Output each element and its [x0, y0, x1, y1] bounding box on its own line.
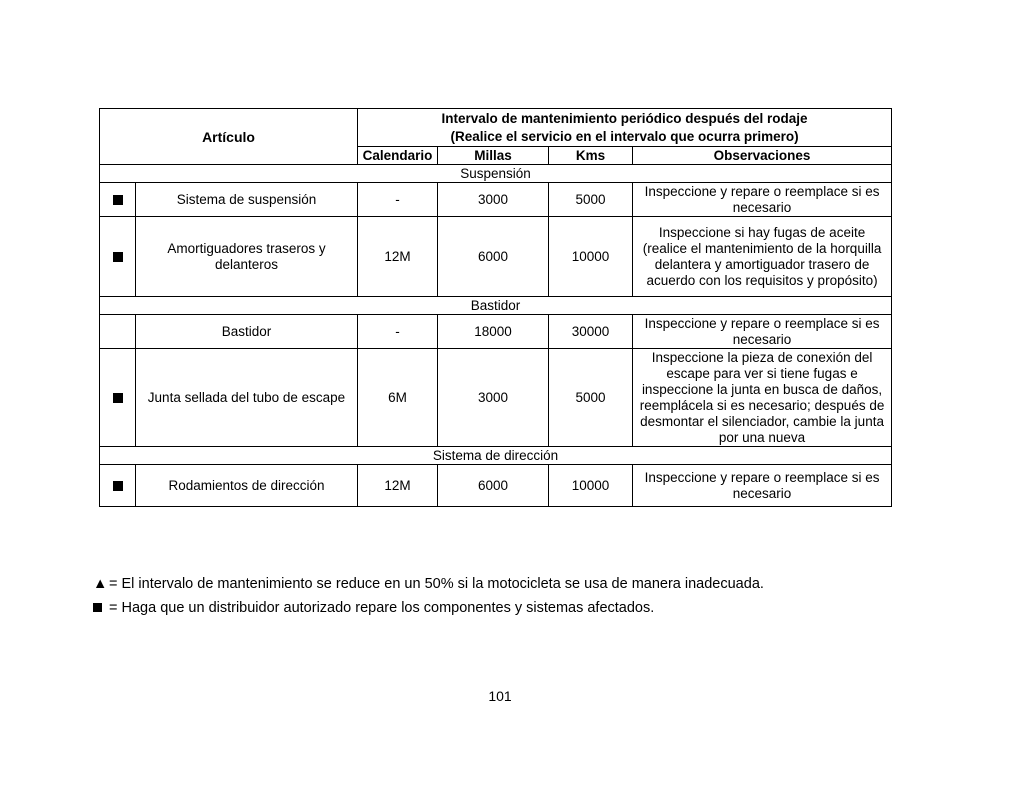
header-calendar: Calendario [358, 147, 438, 165]
miles-value: 3000 [438, 349, 549, 447]
dealer-mark-cell [100, 183, 136, 217]
maintenance-table [99, 108, 892, 507]
section-title: Sistema de dirección [100, 447, 892, 465]
calendar-value: 12M [358, 465, 438, 507]
header-title-line-2: (Realice el servicio en el intervalo que ocurra primero) [450, 128, 799, 144]
miles-value: 6000 [438, 465, 549, 507]
dealer-square-icon [113, 393, 123, 403]
table-row [100, 349, 892, 447]
dealer-mark-cell [100, 315, 136, 349]
table-row [100, 183, 892, 217]
dealer-square-icon [113, 252, 123, 262]
header-observations: Observaciones [633, 147, 892, 165]
header-item-column: Artículo [100, 109, 358, 165]
legend-triangle-text: = El intervalo de mantenimiento se reduce en un 50% si la motocicleta se usa de manera inadecuada. [109, 576, 764, 592]
kms-value: 30000 [549, 315, 633, 349]
table-row [100, 465, 892, 507]
section-row [100, 165, 892, 183]
kms-value: 5000 [549, 349, 633, 447]
item-name: Sistema de suspensión [136, 183, 358, 217]
observation-text: Inspeccione y repare o reemplace si es necesario [633, 465, 892, 507]
section-title: Suspensión [100, 165, 892, 183]
section-title: Bastidor [100, 297, 892, 315]
item-name: Bastidor [136, 315, 358, 349]
observation-text: Inspeccione la pieza de conexión del escape para ver si tiene fugas e inspeccione la junta en busca de daños, reemplácela si es necesario; después de desmontar el silenciador, cambie la junta por una nueva [633, 349, 892, 447]
observation-text: Inspeccione si hay fugas de aceite (realice el mantenimiento de la horquilla delantera y amortiguador trasero de acuerdo con los requisitos y propósito) [633, 217, 892, 297]
table-row [100, 315, 892, 349]
miles-value: 18000 [438, 315, 549, 349]
kms-value: 10000 [549, 465, 633, 507]
item-name: Junta sellada del tubo de escape [136, 349, 358, 447]
kms-value: 5000 [549, 183, 633, 217]
page-number: 101 [488, 688, 512, 704]
section-row [100, 297, 892, 315]
legend-square-text: = Haga que un distribuidor autorizado repare los componentes y sistemas afectados. [109, 600, 655, 616]
calendar-value: 12M [358, 217, 438, 297]
observation-text: Inspeccione y repare o reemplace si es necesario [633, 183, 892, 217]
header-title-line-1: Intervalo de mantenimiento periódico después del rodaje [441, 110, 808, 126]
header-miles: Millas [438, 147, 549, 165]
square-icon [93, 603, 102, 612]
dealer-square-icon [113, 195, 123, 205]
triangle-icon: ▲ [93, 576, 108, 592]
dealer-mark-cell [100, 465, 136, 507]
dealer-mark-cell [100, 217, 136, 297]
calendar-value: - [358, 315, 438, 349]
kms-value: 10000 [549, 217, 633, 297]
legend-triangle-note [93, 576, 764, 592]
calendar-value: - [358, 183, 438, 217]
miles-value: 6000 [438, 217, 549, 297]
header-interval-title [358, 109, 892, 147]
calendar-value: 6M [358, 349, 438, 447]
dealer-mark-cell [100, 349, 136, 447]
observation-text: Inspeccione y repare o reemplace si es necesario [633, 315, 892, 349]
dealer-square-icon [113, 481, 123, 491]
miles-value: 3000 [438, 183, 549, 217]
header-kms: Kms [549, 147, 633, 165]
item-name: Amortiguadores traseros y delanteros [136, 217, 358, 297]
item-name: Rodamientos de dirección [136, 465, 358, 507]
section-row [100, 447, 892, 465]
table-row [100, 217, 892, 297]
legend-square-note [93, 600, 654, 616]
